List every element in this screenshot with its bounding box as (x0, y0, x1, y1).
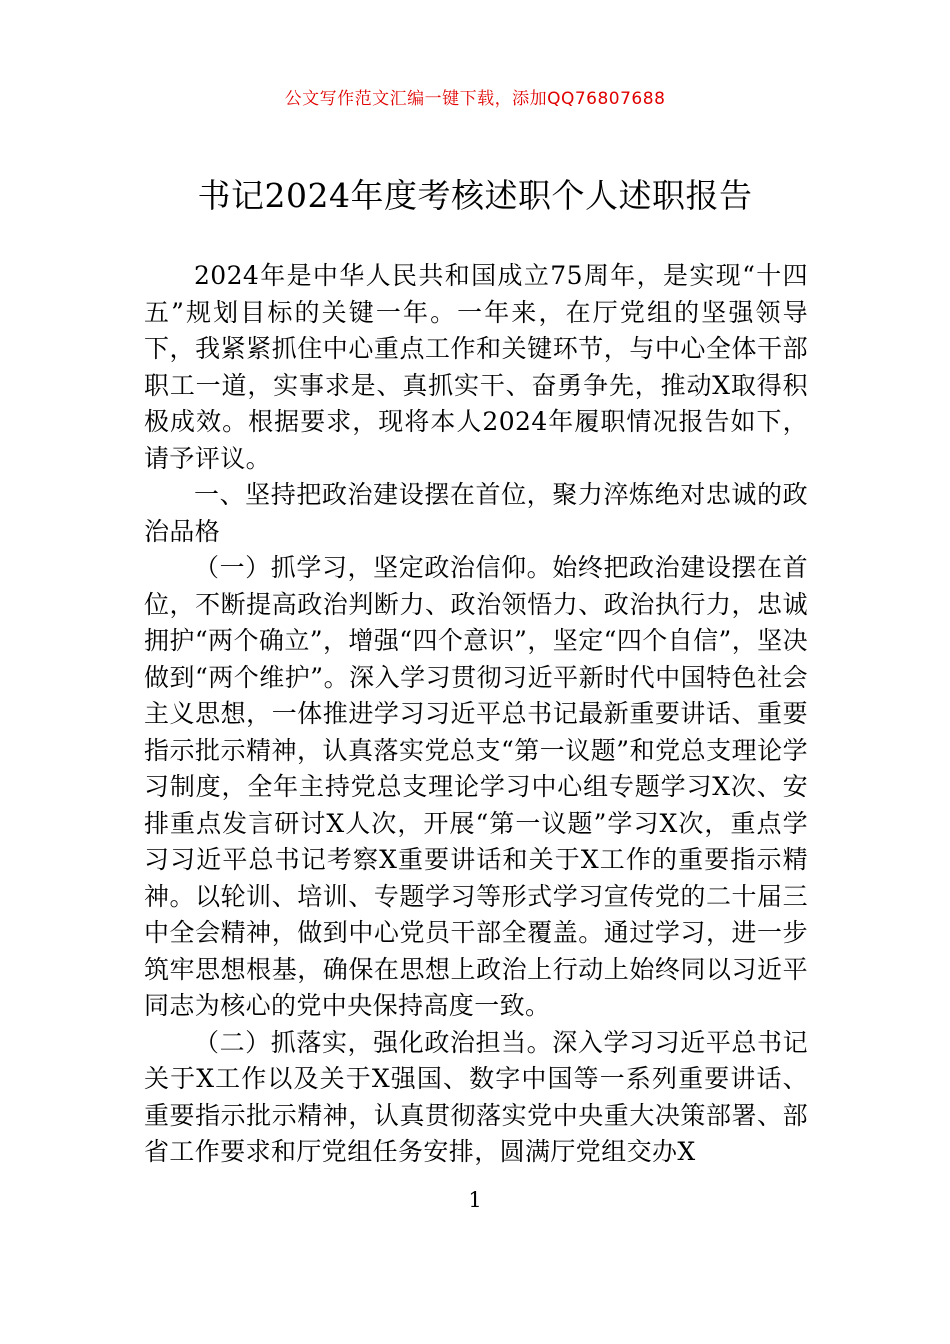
paragraph-study: （一）抓学习，坚定政治信仰。始终把政治建设摆在首位，不断提高政治判断力、政治领悟力、政治执行力，忠诚拥护“两个确立”，增强“四个意识”，坚定“四个自信”，坚决做到“两个维护”。深入学习贯彻习近平新时代中国特色社会主义思想，一体推进学习习近平总书记最新重要讲话、重要指示批示精神，认真落实党总支“第一议题”和党总支理论学习制度，全年主持党总支理论学习中心组专题学习X次、安排重点发言研讨X人次，开展“第一议题”学习X次，重点学习习近平总书记考察X重要讲话和关于X工作的重要指示精神。以轮训、培训、专题学习等形式学习宣传党的二十届三中全会精神，做到中心党员干部全覆盖。通过学习，进一步筑牢思想根基，确保在思想上政治上行动上始终同以习近平同志为核心的党中央保持高度一致。 (144, 553, 808, 1020)
page-number: 1 (468, 1188, 482, 1212)
document-body (144, 258, 808, 1171)
page-title: 书记2024年度考核述职个人述职报告 (197, 176, 753, 215)
download-notice: 公文写作范文汇编一键下载，添加QQ76807688 (284, 89, 666, 109)
paragraph-intro: 2024年是中华人民共和国成立75周年，是实现“十四五”规划目标的关键一年。一年来，在厅党组的坚强领导下，我紧紧抓住中心重点工作和关键环节，与中心全体干部职工一道，实事求是、真抓实干、奋勇争先，推动X取得积极成效。根据要求，现将本人2024年履职情况报告如下，请予评议。 (144, 261, 808, 473)
paragraph-implementation: （二）抓落实，强化政治担当。深入学习习近平总书记关于X工作以及关于X强国、数字中国等一系列重要讲话、重要指示批示精神，认真贯彻落实党中央重大决策部署、部省工作要求和厅党组任务安排，圆满厅党组交办X (144, 1027, 808, 1166)
section-heading-1: 一、坚持把政治建设摆在首位，聚力淬炼绝对忠诚的政治品格 (144, 480, 808, 546)
